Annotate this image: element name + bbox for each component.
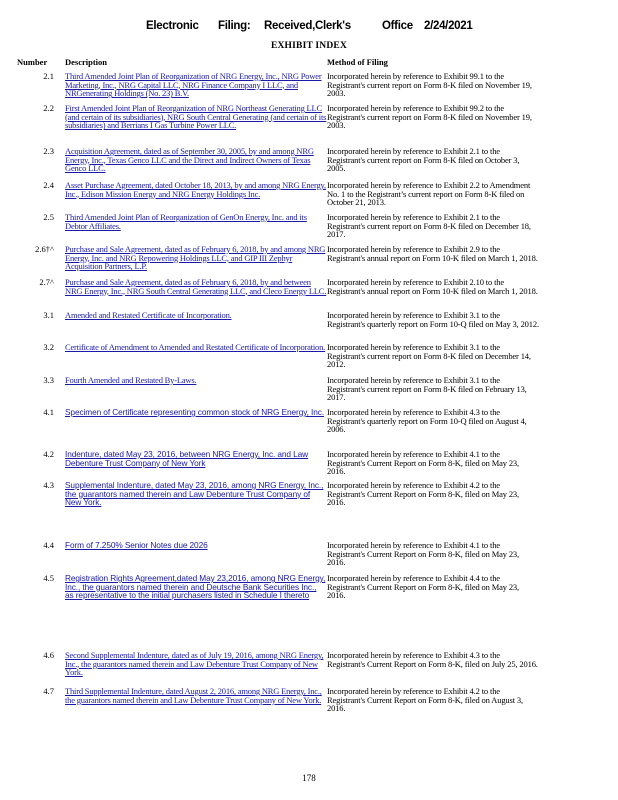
exhibit-description-link[interactable]: Fourth Amended and Restated By-Laws. (65, 375, 197, 385)
exhibit-description-link[interactable]: Specimen of Certificate representing common stock of NRG Energy, Inc. (65, 407, 325, 417)
exhibit-method: Incorporated herein by reference to Exhibit 4.1 to the Registrant's Current Report on Form 8-K, filed on May 23, 2016. (327, 449, 519, 477)
column-header-method: Method of Filing (327, 57, 388, 67)
exhibit-number: 2.6†^ (35, 244, 54, 254)
exhibit-description-link[interactable]: Acquisition Agreement, dated as of September 30, 2005, by and among NRG Energy, Inc., Texas Genco LLC and the Direct and Indirect Owners of Texas Genco LLC. (65, 146, 314, 174)
exhibit-description-link[interactable]: Form of 7.250% Senior Notes due 2026 (65, 540, 208, 550)
exhibit-description-link[interactable]: Second Supplemental Indenture, dated as of July 19, 2016, among NRG Energy, Inc., the guarantors named therein and Law Debenture Trust Company of New York. (65, 650, 324, 678)
column-header-number: Number (17, 57, 48, 67)
exhibit-number: 2.4 (43, 180, 54, 190)
exhibit-description-link[interactable]: Asset Purchase Agreement, dated October 18, 2013, by and among NRG Energy, Inc., Edison Mission Energy and NRG Energy Holdings Inc. (65, 180, 326, 199)
exhibit-description-link[interactable]: Third Amended Joint Plan of Reorganization of NRG Energy, Inc., NRG Power Marketing, Inc., NRG Capital LLC, NRG Finance Company I LLC, and NRGenerating Holdings (No. 23) B.V. (65, 71, 322, 99)
header-filing: Filing: (218, 20, 251, 32)
exhibit-method: Incorporated herein by reference to Exhibit 4.2 to the Registrant's Current Report on Form 8-K, filed on May 23, 2016. (327, 480, 519, 508)
exhibit-number: 4.5 (43, 573, 54, 583)
exhibit-method: Incorporated herein by reference to Exhibit 3.1 to the Registrant's quarterly report on Form 10-Q filed on May 3, 2012. (327, 310, 539, 329)
column-header-description: Description (65, 57, 108, 67)
exhibit-method: Incorporated herein by reference to Exhibit 99.1 to the Registrant's current report on Form 8-K filed on November 19, 2003. (327, 71, 532, 99)
exhibit-method: Incorporated herein by reference to Exhibit 2.1 to the Registrant's current report on Form 8-K filed on October 3, 2005. (327, 146, 520, 174)
page-title: EXHIBIT INDEX (270, 41, 348, 51)
exhibit-method: Incorporated herein by reference to Exhibit 4.4 to the Registrant's Current Report on Form 8-K, filed on May 23, 2016. (327, 573, 519, 601)
exhibit-number: 3.1 (43, 310, 54, 320)
exhibit-number: 2.2 (43, 103, 54, 113)
exhibit-number: 3.3 (43, 375, 54, 385)
exhibit-method: Incorporated herein by reference to Exhibit 4.1 to the Registrant's Current Report on Form 8-K, filed on May 23, 2016. (327, 540, 519, 568)
exhibit-method: Incorporated herein by reference to Exhibit 4.3 to the Registrant's quarterly report on Form 10-Q filed on August 4, 2006. (327, 407, 527, 435)
header-date: 2/24/2021 (424, 20, 473, 32)
exhibit-description-link[interactable]: Purchase and Sale Agreement, dated as of February 6, 2018, by and among NRG Energy, Inc. and NRG Repowering Holdings LLC, and GIP III Zephyr Acquisition Partners, L.P. (65, 244, 326, 272)
exhibit-description-link[interactable]: Registration Rights Agreement,dated May 23,2016, among NRG Energy, Inc., the guarantors named therein and Deutsche Bank Securities Inc., as representative to the initial purchasers listed in Schedule I thereto (65, 573, 326, 601)
exhibit-description-link[interactable]: Third Supplemental Indenture, dated August 2, 2016, among NRG Energy, Inc., the guarantors named therein and Law Debenture Trust Company of New York. (65, 686, 322, 705)
filing-header (0, 20, 618, 36)
exhibit-method: Incorporated herein by reference to Exhibit 2.1 to the Registrant's current report on Form 8-K filed on December 18, 2017. (327, 212, 531, 240)
exhibit-description-link[interactable]: Indenture, dated May 23, 2016, between NRG Energy, Inc. and Law Debenture Trust Company of New York (65, 449, 309, 468)
exhibit-number: 4.4 (43, 540, 54, 550)
exhibit-method: Incorporated herein by reference to Exhibit 3.1 to the Registrant's current report on Form 8-K filed on February 13, 2017. (327, 375, 527, 403)
exhibit-description-link[interactable]: First Amended Joint Plan of Reorganization of NRG Northeast Generating LLC (and certain of its subsidiaries), NRG South Central Generating (and certain of its subsidiaries) and Berrians I Gas Turbine Power LLC. (65, 103, 327, 131)
exhibit-number: 2.3 (43, 146, 54, 156)
exhibit-description-link[interactable]: Purchase and Sale Agreement, dated as of February 6, 2018, by and between NRG Energy, Inc., NRG South Central Generating LLC, and Cleco Energy LLC. (65, 277, 327, 296)
header-electronic: Electronic (146, 20, 199, 32)
page-number: 178 (302, 773, 316, 783)
exhibit-number: 2.5 (43, 212, 54, 222)
exhibit-method: Incorporated herein by reference to Exhibit 99.2 to the Registrant's current report on Form 8-K filed on November 19, 2003. (327, 103, 532, 131)
exhibit-number: 2.1 (43, 71, 54, 81)
exhibit-method: Incorporated herein by reference to Exhibit 4.3 to the Registrant's Current Report on Form 8-K, filed on July 25, 2016. (327, 650, 538, 669)
exhibit-description-link[interactable]: Supplemental Indenture, dated May 23, 2016, among NRG Energy, Inc., the guarantors named therein and Law Debenture Trust Company of New York. (65, 480, 324, 508)
exhibit-description-link[interactable]: Certificate of Amendment to Amended and Restated Certificate of Incorporation. (65, 342, 326, 352)
exhibit-description-link[interactable]: Amended and Restated Certificate of Incorporation. (65, 310, 232, 320)
exhibit-method: Incorporated herein by reference to Exhibit 2.2 to Amendment No. 1 to the Registrant’s current report on Form 8-K filed on October 21, 2013. (327, 180, 531, 208)
exhibit-number: 3.2 (43, 342, 54, 352)
exhibit-number: 4.6 (43, 650, 54, 660)
exhibit-description-link[interactable]: Third Amended Joint Plan of Reorganization of GenOn Energy, Inc. and its Debtor Affiliates. (65, 212, 307, 231)
exhibit-method: Incorporated herein by reference to Exhibit 2.9 to the Registrant's annual report on Form 10-K filed on March 1, 2018. (327, 244, 538, 263)
exhibit-number: 4.1 (43, 407, 54, 417)
exhibit-number: 4.2 (43, 449, 54, 459)
header-received: Received,Clerk's (264, 20, 351, 32)
exhibit-method: Incorporated herein by reference to Exhibit 2.10 to the Registrant's annual report on Form 10-K filed on March 1, 2018. (327, 277, 538, 296)
exhibit-number: 4.3 (43, 480, 54, 490)
header-office: Office (382, 20, 413, 32)
exhibit-number: 4.7 (43, 686, 54, 696)
exhibit-method: Incorporated herein by reference to Exhibit 3.1 to the Registrant's current report on Form 8-K filed on December 14, 2012. (327, 342, 531, 370)
exhibit-method: Incorporated herein by reference to Exhibit 4.2 to the Registrant's Current Report on Form 8-K, filed on August 3, 2016. (327, 686, 523, 714)
exhibit-number: 2.7^ (39, 277, 54, 287)
